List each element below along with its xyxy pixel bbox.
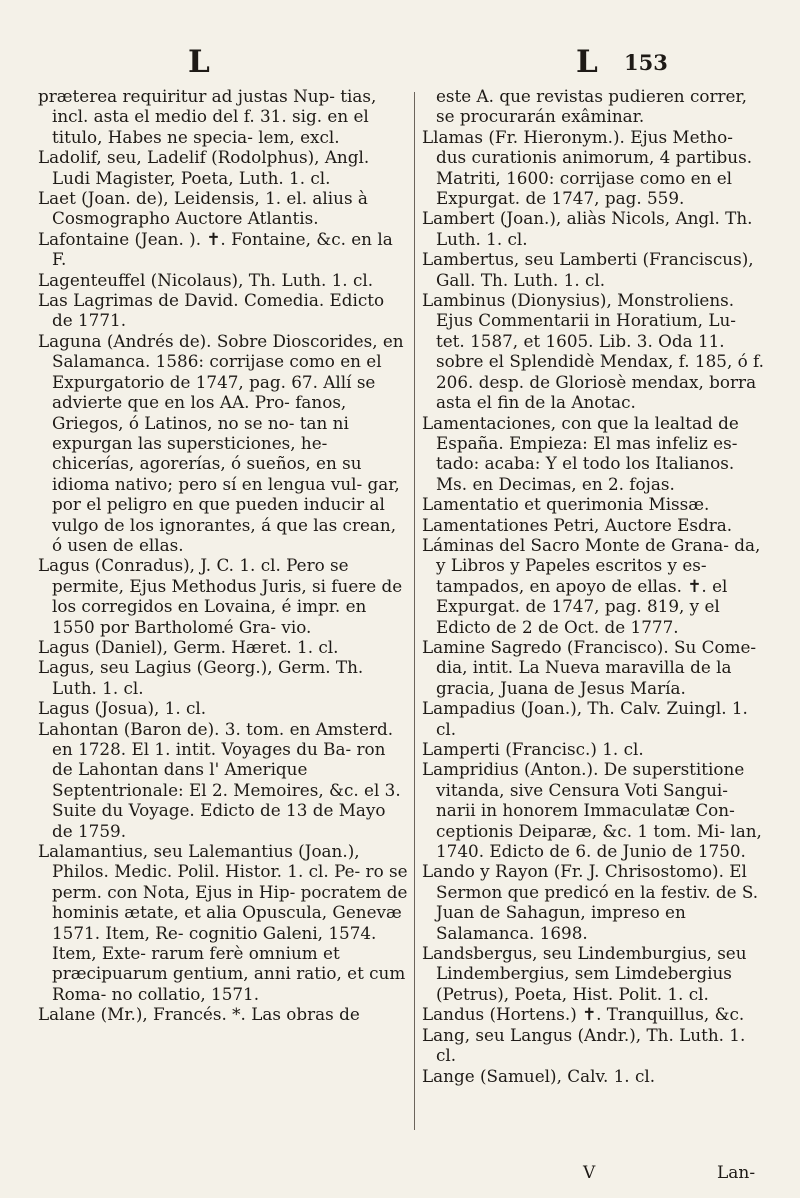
index-entry: Lamentaciones, con que la lealtad de España. Empieza: El mas infeliz es- tado: acaba: Y el todo los Italianos. Ms. en Decimas, en 2. fojas.	[422, 412, 739, 494]
index-entry: prӕterea requiritur ad justas Nup- tias, incl. asta el medio del f. 31. sig. en el titulo, Habes ne specia- lem, excl.	[38, 86, 377, 147]
index-entry: Lagus (Conradus), J. C. 1. cl. Pero se permite, Ejus Methodus Juris, si fuere de los corregidos en Lovaina, é impr. en 1550 por Bartholomé Gra- vio.	[38, 555, 403, 637]
column-divider	[414, 92, 415, 1130]
index-entry: Landsbergus, seu Lindemburgius, seu Lindembergius, sem Limdebergius (Petrus), Poeta, Hist. Polit. 1. cl.	[422, 943, 747, 1004]
catchword: Lan-	[717, 1163, 756, 1183]
index-entry: Lange (Samuel), Calv. 1. cl.	[422, 1065, 656, 1086]
index-entry: Lambertus, seu Lamberti (Franciscus), Gall. Th. Luth. 1. cl.	[422, 249, 754, 290]
index-entry: Lando y Rayon (Fr. J. Chrisostomo). El Sermon que predicó en la festiv. de S. Juan de Sahagun, impreso en Salamanca. 1698.	[422, 861, 759, 943]
index-entry: Lagus (Daniel), Germ. Hæret. 1. cl.	[38, 636, 339, 657]
index-entry: Las Lagrimas de David. Comedia. Edicto de 1771.	[38, 290, 385, 331]
index-entry: Lambinus (Dionysius), Monstroliens. Ejus Commentarii in Horatium, Lu- tet. 1587, et 1605. Lib. 3. Oda 11. sobre el Splendidè Mendax, f. 185, ó f. 206. desp. de Gloriosè mendax, borra asta el fin de la Anotac.	[422, 290, 765, 413]
index-entry: Lampridius (Anton.). De superstitione vitanda, sive Censura Voti Sangui- narii in honorem Immaculatӕ Con- ceptionis Deiparӕ, &c. 1 tom. Mi- lan, 1740. Edicto de 6. de Junio de 1750.	[422, 759, 762, 862]
index-entry: Lamentationes Petri, Auctore Esdra.	[422, 514, 733, 535]
index-entry: Llamas (Fr. Hieronym.). Ejus Metho- dus curationis animorum, 4 partibus. Matriti, 1600: corrijase como en el Expurgat. de 1747, pag. 559.	[422, 126, 753, 209]
index-entry: Lampadius (Joan.), Th. Calv. Zuingl. 1. cl.	[422, 698, 748, 739]
index-entry: Lahontan (Baron de). 3. tom. en Amsterd. en 1728. El 1. intit. Voyages du Ba- ron de Lahontan dans l' Amerique Septentrionale: El 2. Memoires, &c. el 3. Suite du Voyage. Edicto de 13 de Mayo de 1759.	[38, 718, 401, 841]
running-head-right: L	[576, 44, 598, 80]
right-column	[422, 86, 767, 1086]
signature-mark: V	[583, 1163, 596, 1183]
index-entry: Lambert (Joan.), aliàs Nicols, Angl. Th. Luth. 1. cl.	[422, 208, 753, 249]
index-entry: Laet (Joan. de), Leidensis, 1. el. alius à Cosmographo Auctore Atlantis.	[38, 188, 368, 229]
index-entry: Láminas del Sacro Monte de Grana- da, y Libros y Papeles escritos y es- tampados, en apoyo de ellas. ✝. el Expurgat. de 1747, pag. 819, y el Edicto de 2 de Oct. de 1777.	[422, 534, 761, 637]
index-entry: Lafontaine (Jean. ). ✝. Fontaine, &c. en la F.	[38, 228, 393, 270]
index-entry: Lamine Sagredo (Francisco). Su Come- dia, intit. La Nueva maravilla de la gracia, Juana de Jesus María.	[422, 636, 757, 698]
index-entry: Lamperti (Francisc.) 1. cl.	[422, 739, 644, 759]
index-entry: este A. que revistas pudieren correr, se procurarán exâminar.	[436, 86, 747, 127]
index-entry: Ladolif, seu, Ladelif (Rodolphus), Angl. Ludi Magister, Poeta, Luth. 1. cl.	[38, 147, 370, 188]
index-entry: Lalamantius, seu Lalemantius (Joan.), Philos. Medic. Polil. Histor. 1. cl. Pe- ro se perm. con Nota, Ejus in Hip- pocratem de hominis ӕtate, et alia Opuscula, Genevӕ 1571. Item, Re- cognitio Galeni, 1574. Item, Exte- rarum ferè omnium et prӕcipuarum gentium, anni ratio, et cum Roma- no collatio, 1571.	[38, 841, 408, 1004]
left-column	[38, 86, 410, 1025]
index-entry: Lagus (Josua), 1. cl.	[38, 698, 207, 719]
index-entry: Lagus, seu Lagius (Georg.), Germ. Th. Luth. 1. cl.	[38, 657, 364, 698]
page-number: 153	[624, 50, 668, 75]
index-entry: Lamentatio et querimonia Missӕ.	[422, 494, 710, 515]
index-entry: Lalane (Mr.), Francés. *. Las obras de	[38, 1004, 360, 1025]
index-entry: Laguna (Andrés de). Sobre Dioscorides, en Salamanca. 1586: corrijase como en el Expurgatorio de 1747, pag. 67. Allí se advierte que en los AA. Pro- fanos, Griegos, ó Latinos, no se no- tan ni expurgan las supersticiones, he- chicerías, agorerías, ó sueños, en su idioma nativo; pero sí en lengua vul- gar, por el peligro en que pueden inducir al vulgo de los ignorantes, á que las crean, ó usen de ellas.	[38, 330, 404, 555]
running-head-left: L	[188, 44, 210, 80]
index-entry: Lang, seu Langus (Andr.), Th. Luth. 1. cl.	[422, 1024, 746, 1066]
index-entry: Landus (Hortens.) ✝. Tranquillus, &c.	[422, 1004, 745, 1025]
index-entry: Lagenteuffel (Nicolaus), Th. Luth. 1. cl.	[38, 269, 374, 290]
